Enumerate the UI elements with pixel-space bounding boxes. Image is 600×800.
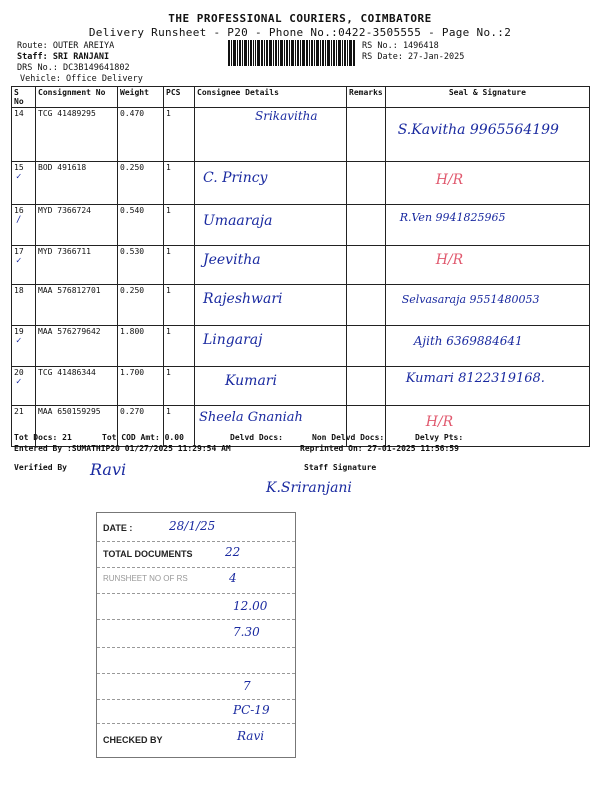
- table-header-row: [12, 87, 590, 108]
- delvd-docs-label: Delvd Docs:: [230, 433, 283, 442]
- col-header-consignee: Consignee Details: [195, 87, 347, 108]
- reprinted-label: Reprinted On: 27-01-2025 11:56:59: [300, 444, 459, 453]
- stamp-divider: [97, 699, 295, 700]
- cell-consignment: MAA 650159295: [36, 406, 118, 447]
- cell-weight: 0.270: [118, 406, 164, 447]
- cell-consignment: TCG 41486344: [36, 367, 118, 406]
- cell-consignment: TCG 41489295: [36, 108, 118, 162]
- stamp-checked-label: CHECKED BY: [103, 735, 163, 745]
- cell-consignment: MYD 7366711: [36, 246, 118, 285]
- cell-consignment: BOD 491618: [36, 162, 118, 205]
- cell-consignee: Srikavitha: [195, 108, 347, 162]
- cell-pcs: 1: [164, 367, 195, 406]
- table-row: [12, 406, 590, 447]
- staff-signature-label: Staff Signature: [304, 463, 377, 472]
- cell-consignee: Kumari: [195, 367, 347, 406]
- stamp-divider: [97, 723, 295, 724]
- col-header-pcs: PCS: [164, 87, 195, 108]
- col-header-signature: Seal & Signature: [385, 87, 589, 108]
- rs-no-label: RS No.: 1496418: [362, 41, 439, 51]
- cell-signature: R.Ven 9941825965: [385, 205, 589, 246]
- entered-by-label: Entered By :SUMATHIP20 01/27/2025 11:29:54 AM: [14, 444, 231, 453]
- cell-consignee: Umaaraja: [195, 205, 347, 246]
- cell-signature: Selvasaraja 9551480053: [385, 285, 589, 326]
- rs-date-label: RS Date: 27-Jan-2025: [362, 52, 465, 62]
- tot-cod-label: Tot COD Amt: 0.00: [102, 433, 184, 442]
- staff-label: Staff: SRI RANJANI: [17, 52, 110, 62]
- cell-consignee: C. Princy: [195, 162, 347, 205]
- cell-weight: 0.530: [118, 246, 164, 285]
- tot-docs-label: Tot Docs: 21: [14, 433, 72, 442]
- table-row: [12, 326, 590, 367]
- col-header-sno: S No: [12, 87, 36, 108]
- cell-pcs: 1: [164, 205, 195, 246]
- cell-remarks: [347, 108, 386, 162]
- cell-weight: 1.800: [118, 326, 164, 367]
- stamp-divider: [97, 567, 295, 568]
- table-row: [12, 108, 590, 162]
- stamp-checked-signature: Ravi: [237, 729, 265, 743]
- cell-sno: 15 ✓: [12, 162, 36, 205]
- cell-pcs: 1: [164, 285, 195, 326]
- verified-signature: Ravi: [90, 460, 127, 479]
- cell-sno: 20 ✓: [12, 367, 36, 406]
- cell-consignee: Lingaraj: [195, 326, 347, 367]
- cell-remarks: [347, 162, 386, 205]
- stamp-in-value: 7.30: [233, 625, 260, 639]
- stamp-divider: [97, 673, 295, 674]
- cell-consignee: Jeevitha: [195, 246, 347, 285]
- cell-weight: 0.250: [118, 162, 164, 205]
- cell-weight: 0.250: [118, 285, 164, 326]
- cell-sno: 21: [12, 406, 36, 447]
- non-delvd-docs-label: Non Delvd Docs:: [312, 433, 385, 442]
- cell-consignment: MAA 576812701: [36, 285, 118, 326]
- cell-pcs: 1: [164, 406, 195, 447]
- route-label: Route: OUTER AREIYA: [17, 41, 115, 51]
- vehicle-label: Vehicle: Office Delivery: [20, 74, 143, 84]
- check-icon: ✓: [16, 172, 22, 182]
- cell-weight: 0.540: [118, 205, 164, 246]
- cell-sno: 19 ✓: [12, 326, 36, 367]
- drs-label: DRS No.: DC3B149641802: [17, 63, 130, 73]
- stamp-runsheet-value: 4: [229, 571, 237, 585]
- cell-signature: Ajith 6369884641: [385, 326, 589, 367]
- check-icon: ✓: [16, 256, 22, 266]
- staff-signature: K.Sriranjani: [266, 480, 352, 496]
- stamp-count-value: 7: [243, 679, 251, 693]
- cell-signature: H/R: [385, 246, 589, 285]
- cell-signature: S.Kavitha 9965564199: [385, 108, 589, 162]
- cell-remarks: [347, 285, 386, 326]
- table-row: [12, 205, 590, 246]
- stamp-ps-value: PC-19: [233, 703, 270, 717]
- runsheet-table: [11, 86, 590, 447]
- stamp-date-value: 28/1/25: [169, 519, 216, 533]
- cell-pcs: 1: [164, 326, 195, 367]
- cell-pcs: 1: [164, 162, 195, 205]
- barcode-icon: [228, 40, 355, 66]
- cell-sno: 16 /: [12, 205, 36, 246]
- cell-consignment: MAA 576279642: [36, 326, 118, 367]
- cell-signature: H/R: [385, 162, 589, 205]
- cell-pcs: 1: [164, 108, 195, 162]
- stamp-out-value: 12.00: [233, 599, 268, 613]
- check-icon: ✓: [16, 336, 22, 346]
- cell-remarks: [347, 205, 386, 246]
- stamp-divider: [97, 619, 295, 620]
- stamp-divider: [97, 541, 295, 542]
- stamp-total-docs-value: 22: [225, 545, 241, 559]
- stamp-date-label: DATE :: [103, 523, 133, 533]
- col-header-weight: Weight: [118, 87, 164, 108]
- cell-remarks: [347, 246, 386, 285]
- cell-sno: 17 ✓: [12, 246, 36, 285]
- cell-consignee: Sheela Gnaniah: [195, 406, 347, 447]
- table-row: [12, 285, 590, 326]
- cell-sno: 14: [12, 108, 36, 162]
- cell-pcs: 1: [164, 246, 195, 285]
- cell-weight: 0.470: [118, 108, 164, 162]
- col-header-remarks: Remarks: [347, 87, 386, 108]
- table-row: [12, 162, 590, 205]
- table-row: [12, 246, 590, 285]
- stamp-total-docs-label: TOTAL DOCUMENTS: [103, 549, 193, 559]
- office-stamp: [96, 512, 296, 758]
- cell-signature: Kumari 8122319168.: [385, 367, 589, 406]
- verified-by-label: Verified By: [14, 463, 67, 472]
- stamp-divider: [97, 593, 295, 594]
- cell-weight: 1.700: [118, 367, 164, 406]
- cell-remarks: [347, 326, 386, 367]
- check-icon: /: [16, 215, 22, 225]
- cell-signature: H/R: [385, 406, 589, 447]
- runsheet-title: THE PROFESSIONAL COURIERS, COIMBATORE: [168, 12, 432, 25]
- table-row: [12, 367, 590, 406]
- col-header-consignment: Consignment No: [36, 87, 118, 108]
- cell-consignment: MYD 7366724: [36, 205, 118, 246]
- stamp-runsheet-label: RUNSHEET NO OF RS: [103, 574, 188, 583]
- runsheet-subtitle: Delivery Runsheet - P20 - Phone No.:0422-3505555 - Page No.:2: [88, 26, 512, 39]
- stamp-divider: [97, 647, 295, 648]
- cell-remarks: [347, 367, 386, 406]
- cell-consignee: Rajeshwari: [195, 285, 347, 326]
- check-icon: ✓: [16, 377, 22, 387]
- cell-sno: 18: [12, 285, 36, 326]
- delvy-pts-label: Delvy Pts:: [415, 433, 464, 442]
